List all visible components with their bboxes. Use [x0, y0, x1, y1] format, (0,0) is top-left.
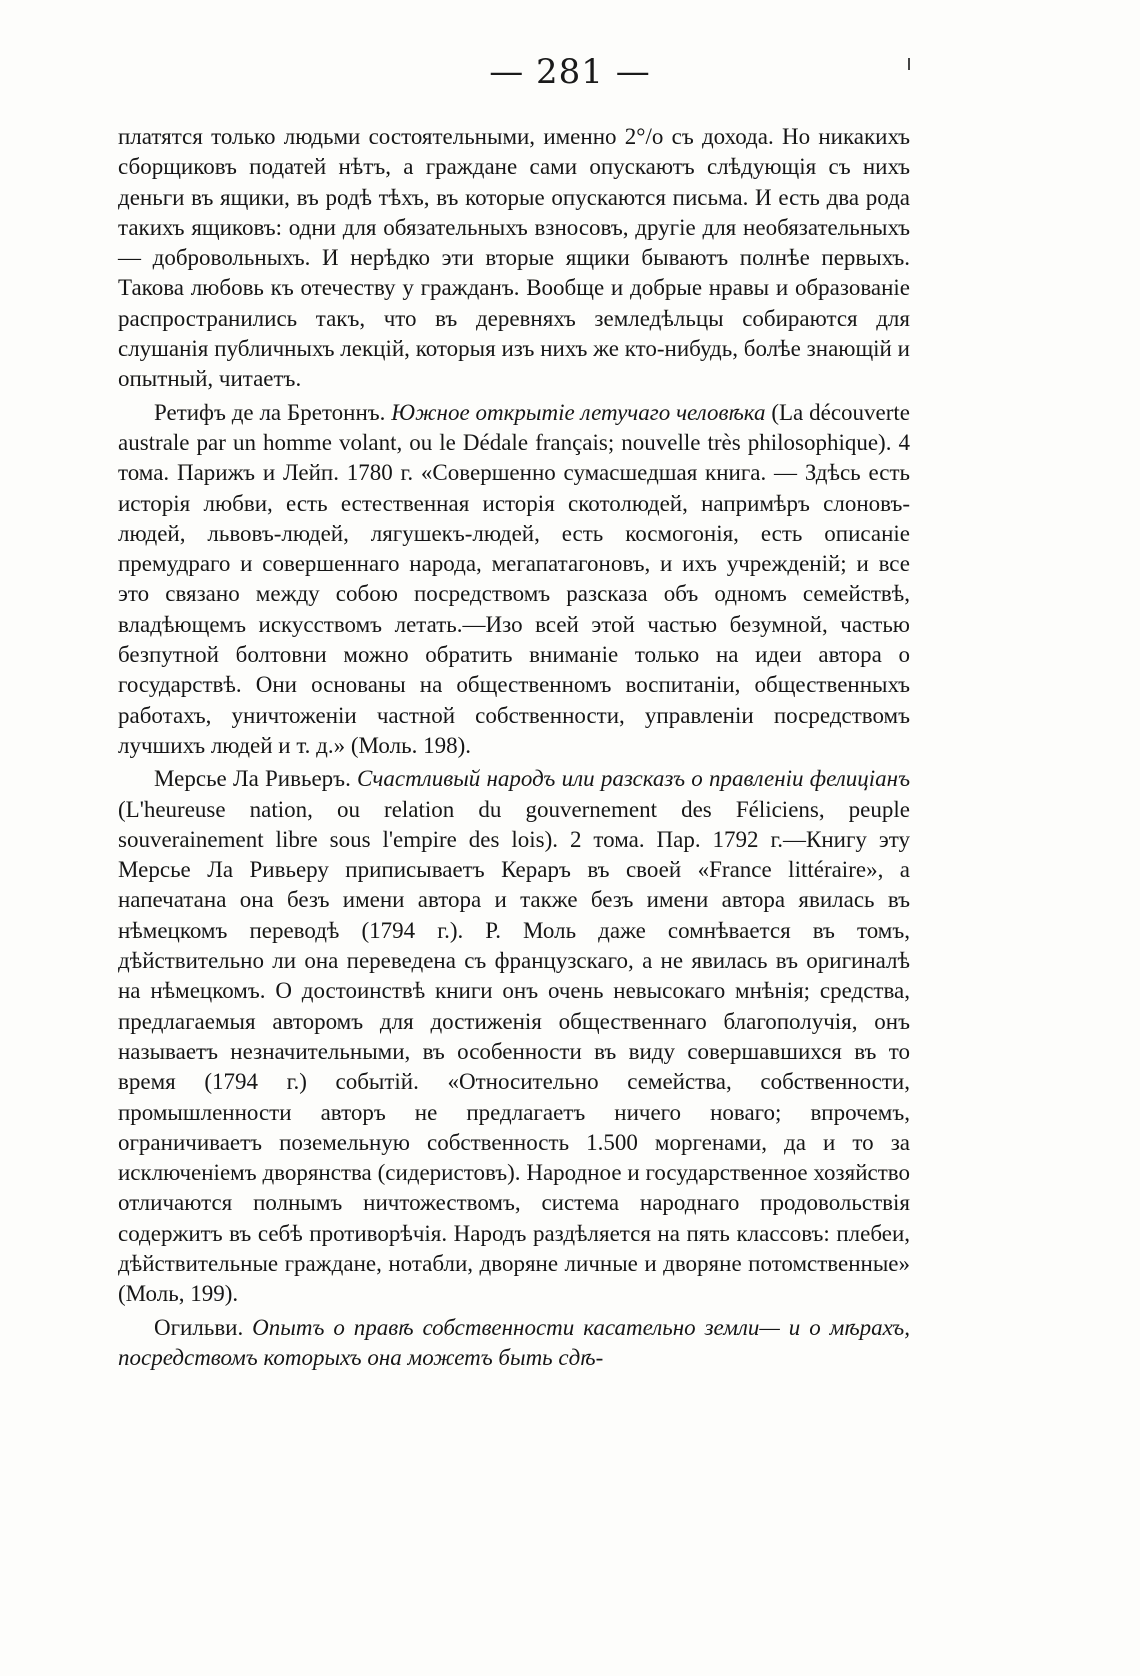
book-title: Южное открытіе летучаго человѣка: [391, 399, 766, 425]
paragraph-continuation: [118, 122, 910, 395]
margin-mark: [908, 58, 910, 70]
paragraph-retif: [118, 398, 910, 762]
book-title: Опытъ о правѣ собственности касательно земли— и о мѣрахъ, посредствомъ которыхъ она можетъ быть сдѣ-: [118, 1314, 910, 1370]
author-name: Мерсье Ла Ривьеръ.: [154, 766, 358, 792]
paragraph-mercier: [118, 764, 910, 1309]
paragraph-text: платятся только людьми состоятельными, именно 2°/o съ дохода. Но никакихъ сборщиковъ податей нѣтъ, а граждане сами опускаютъ слѣдующія съ нихъ деньги въ ящики, въ родѣ тѣхъ, въ которые опускаются письма. И есть два рода такихъ ящиковъ: одни для обязательныхъ взносовъ, другіе для необязательныхъ — добровольныхъ. И нерѣдко эти вторые ящики бываютъ полнѣе первыхъ. Такова любовь къ отечеству у гражданъ. Вообще и добрые нравы и образованіе распространились такъ, что въ деревняхъ земледѣльцы собираются для слушанія публичныхъ лекцій, которыя изъ нихъ же кто-нибудь, болѣе знающій и опытный, читаетъ.: [118, 124, 910, 392]
author-name: Огильви.: [154, 1314, 253, 1340]
body-text: [118, 122, 910, 1373]
paragraph-text: (La découverte australe par un homme volant, ou le Dédale français; nouvelle très philosophique). 4 тома. Парижъ и Лейп. 1780 г. «Совершенно сумасшедшая книга. — Здѣсь есть исторія любви, есть естественная исторія скотолюдей, напримѣръ слоновъ-людей, львовъ-людей, лягушекъ-людей, есть космогонія, есть описаніе премудраго и совершеннаго народа, мегапатагоновъ, и ихъ учрежденій; и все это связано между собою посредствомъ разсказа объ одномъ семействѣ, владѣющемъ искусствомъ летать.—Изо всей этой частью безумной, частью безпутной болтовни можно обратить вниманіе только на идеи автора о государствѣ. Они основаны на общественномъ воспитаніи, общественныхъ работахъ, уничтоженіи частной собственности, управленіи посредствомъ лучшихъ людей и т. д.» (Моль. 198).: [118, 399, 910, 758]
author-name: Ретифъ де ла Бретоннъ.: [154, 399, 392, 425]
book-title: Счастливый народъ или разсказъ о правленіи фелиціанъ: [357, 766, 911, 792]
paragraph-text: (L'heureuse nation, ou relation du gouvernement des Féliciens, peuple souverainement libre sous l'empire des lois). 2 тома. Пар. 1792 г.—Книгу эту Мерсье Ла Ривьеру приписываетъ Кераръ въ своей «France littéraire», а напечатана она безъ имени автора и также безъ имени автора явилась въ нѣмецкомъ переводѣ (1794 г.). Р. Моль даже сомнѣвается въ томъ, дѣйствительно ли она переведена съ французскаго, а не явилась въ оригиналѣ на нѣмецкомъ. О достоинствѣ книги онъ очень невысокаго мнѣнія; средства, предлагаемыя авторомъ для достиженія общественнаго благополучія, онъ называетъ незначительными, въ особенности въ виду совершавшихся въ то время (1794 г.) событій. «Относительно семейства, собственности, промышленности авторъ не предлагаетъ ничего новаго; впрочемъ, ограничиваетъ поземельную собственность 1.500 моргенами, да и то за исключеніемъ дворянства (сидеристовъ). Народное и государственное хозяйство отличаются полнымъ ничтожествомъ, система народнаго продовольствія содержитъ въ себѣ противорѣчія. Народъ раздѣляется на пять классовъ: плебеи, дѣйствительные граждане, нотабли, дворяне личные и дворяне потомственные» (Моль, 199).: [118, 796, 910, 1307]
paragraph-ogilvie: [118, 1313, 910, 1374]
page-number: — 281 —: [489, 52, 651, 92]
